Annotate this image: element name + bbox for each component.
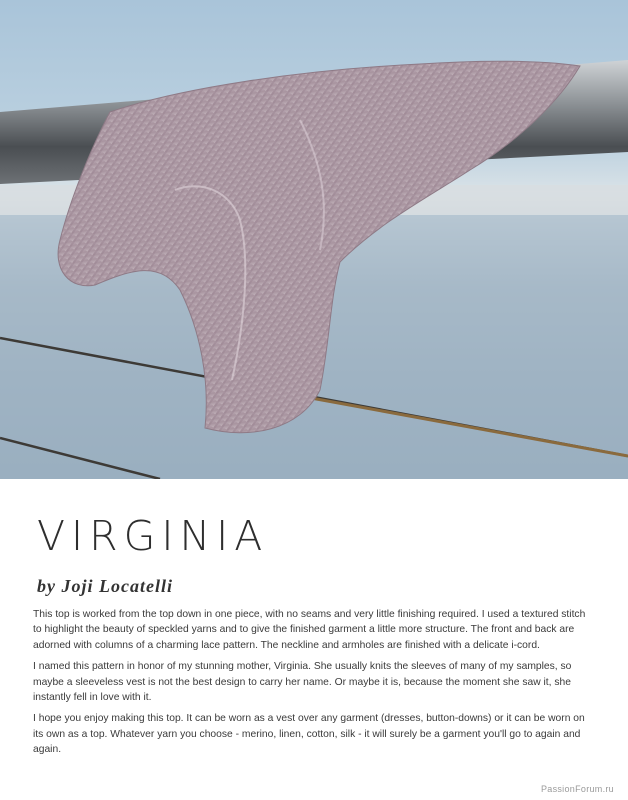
author-byline: by Joji Locatelli [37,576,173,596]
page-title: VIRGINIA [37,512,269,560]
article-body [33,607,593,764]
paragraph: This top is worked from the top down in one piece, with no seams and very little finishing required. I used a textured stitch to highlight the beauty of speckled yarns and to give the finished garment a little more structure. The front and back are adorned with columns of a charming lace pattern. The neckline and armholes are finished with a delicate i-cord. [33,609,586,651]
watermark: PassionForum.ru [540,784,614,794]
paragraph: I hope you enjoy making this top. It can be worn as a vest over any garment (dresses, button-downs) or it can be worn on its own as a top. Whatever yarn you choose - merino, linen, cotton, silk - it will surely be a garment you'll go to again and again. [33,713,585,756]
paragraph: I named this pattern in honor of my stunning mother, Virginia. She usually knits the sleeves of many of my samples, so maybe a sleeveless vest is not the best design to carry her name. Or maybe it is, because the moment she saw it, she instantly fell in love with it. [33,661,572,704]
